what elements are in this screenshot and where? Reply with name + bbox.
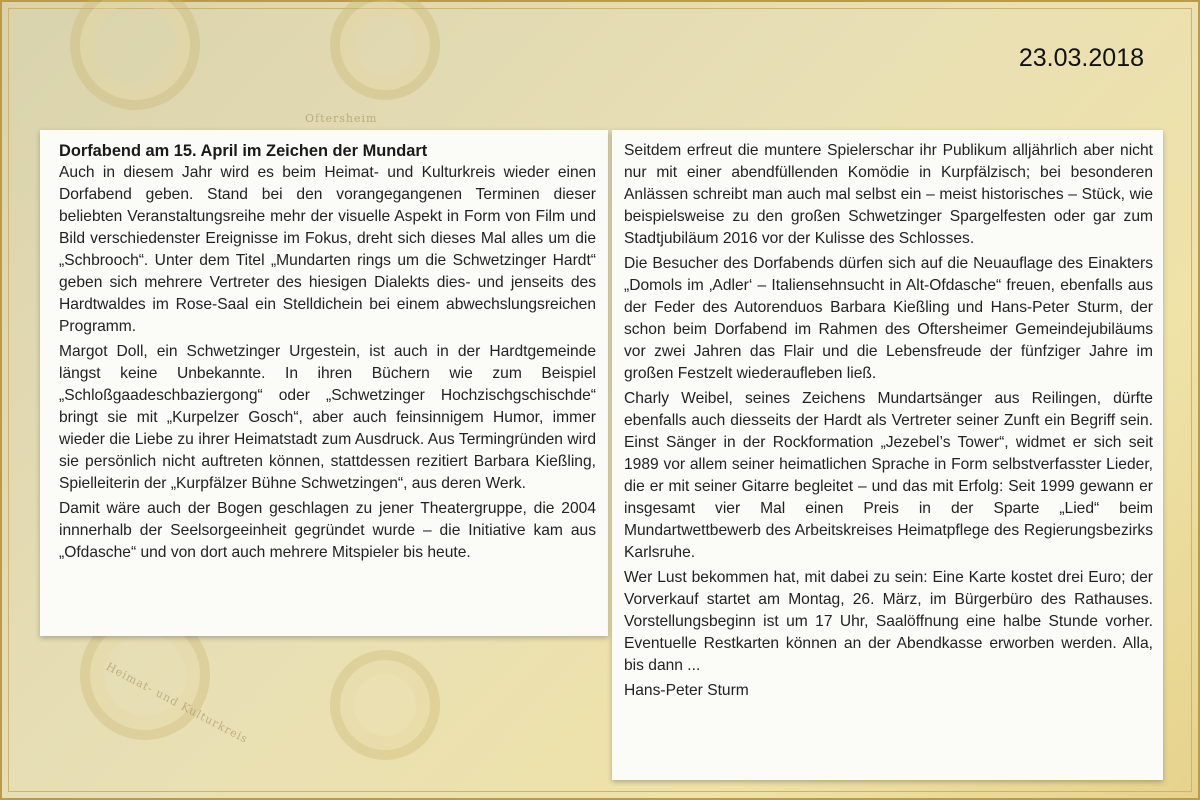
- paragraph: Seitdem erfreut die muntere Spielerschar ihr Publikum alljährlich aber nicht nur mit einer abendfüllenden Komödie in Kurpfälzisch; bei besonderen Anlässen schreibt man auch mal selbst ein – meist historisches – Stück, wie beispielsweise zu den großen Schwetzinger Spargelfesten oder gar zum Stadtjubiläum 2016 vor der Kulisse des Schlosses.: [624, 142, 1153, 247]
- paragraph: Die Besucher des Dorfabends dürfen sich auf die Neuauflage des Einakters „Domols im ‚Adler‘ – Italiensehnsucht in Alt-Ofdasche“ freuen, ebenfalls aus der Feder des Autorenduos Barbara Kießling und Hans-Peter Sturm, der schon beim Dorfabend im Rahmen des Oftersheimer Gemeindejubiläums vor zwei Jahren das Flair und die Lebensfreude der fünfziger Jahre im großen Festzelt wiederaufleben ließ.: [624, 255, 1153, 382]
- paragraph: Charly Weibel, seines Zeichens Mundartsänger aus Reilingen, dürfte ebenfalls auch diesseits der Hardt als Vertreter seiner Zunft ein Begriff sein. Einst Sänger in der Rockformation „Jezebel’s Tower“, widmet er sich seit 1989 vor allem seiner heimatlichen Sprache in Form selbstverfasster Lieder, die er mit seiner Gitarre begleitet – und das mit Erfolg: Seit 1999 gewann er insgesamt vier Mal einen Preis in der Sparte „Lied“ beim Mundartwettbewerb des Arbeitskreises Heimatpflege des Regierungsbezirks Karlsruhe.: [624, 390, 1153, 561]
- paragraph: Auch in diesem Jahr wird es beim Heimat- und Kulturkreis wieder einen Dorfabend geben. Stand bei den vorangegangenen Terminen dieser beliebten Veranstaltungsreihe mehr der visuelle Aspekt in Form von Film und Bild verschiedenster Ereignisse im Fokus, dreht sich dieses Mal alles um die „Schbrooch“. Unter dem Titel „Mundarten rings um die Schwetzinger Hardt“ geben sich mehrere Vertreter des hiesigen Dialekts dies- und jenseits des Hardtwaldes im Rose-Saal ein Stelldichein bei einem abwechslungsreichen Programm.: [59, 164, 596, 335]
- date-label: 23.03.2018: [1018, 44, 1144, 72]
- article-author: Hans-Peter Sturm: [624, 682, 749, 699]
- watermark-emblem-bottom-mid: [330, 650, 440, 760]
- article-clipping-left: [40, 130, 608, 636]
- watermark-top-text: Oftersheim: [305, 112, 378, 125]
- article-title: Dorfabend am 15. April im Zeichen der Mundart: [59, 142, 428, 160]
- watermark-bottom-text: Heimat- und Kulturkreis: [103, 660, 251, 747]
- paragraph: Wer Lust bekommen hat, mit dabei zu sein: Eine Karte kostet drei Euro; der Vorverkauf startet am Montag, 26. März, im Bürgerbüro des Rathauses. Vorstellungsbeginn ist um 17 Uhr, Saalöffnung eine halbe Stunde vorher. Eventuelle Restkarten können an der Abendkasse erworben werden. Alla, bis dann ...: [624, 569, 1153, 674]
- article-clipping-right: [612, 130, 1163, 780]
- paragraph: Margot Doll, ein Schwetzinger Urgestein, ist auch in der Hardtgemeinde längst keine Unbekannte. In ihren Büchern wie zum Beispiel „Schloßgaadeschbaziergong“ oder „Schwetzinger Hochzischgschischde“ bringt sie mit „Kurpelzer Gosch“, aber auch feinsinnigem Humor, immer wieder die Liebe zu ihrer Heimatstadt zum Ausdruck. Aus Termingründen wird sie persönlich nicht auftreten können, stattdessen rezitiert Barbara Kießling, Spielleiterin der „Kurpfälzer Bühne Schwetzingen“, aus deren Werk.: [59, 343, 596, 492]
- paragraph: Damit wäre auch der Bogen geschlagen zu jener Theatergruppe, die 2004 innnerhalb der Seelsorgeeinheit gegründet wurde – die Initiative kam aus „Ofdasche“ und von dort auch mehrere Mitspieler bis heute.: [59, 500, 596, 561]
